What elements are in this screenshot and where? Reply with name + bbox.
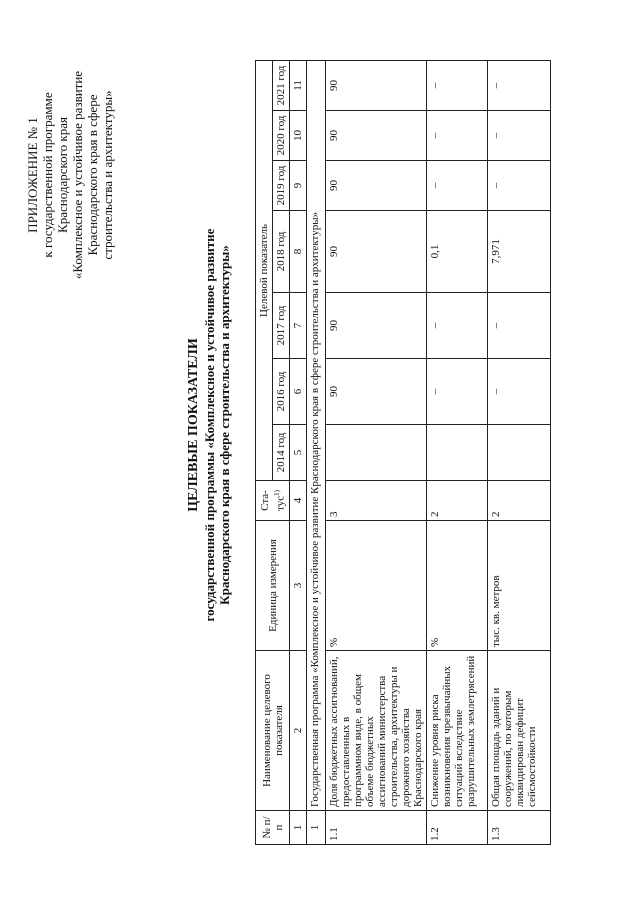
header-year: 2018 год [273,211,290,293]
appendix-line: ПРИЛОЖЕНИЕ № 1 [25,117,40,233]
row-value: 7,971 [488,211,551,293]
row-num: 1.3 [488,811,551,845]
row-value: – [488,111,551,161]
table-row [427,60,488,844]
column-number: 1 [290,811,307,845]
header-status-text: Ста-тус [258,490,287,511]
row-name: Общая площадь зданий и сооружений, по которым ликвидирован дефицит сейсмостойкости [488,651,551,811]
header-year: 2021 год [273,60,290,110]
column-number-row [290,60,307,844]
column-number: 3 [290,521,307,651]
appendix-line: строительства и архитектуры» [100,90,115,260]
page-title: ЦЕЛЕВЫЕ ПОКАЗАТЕЛИ [186,338,201,512]
row-num: 1.2 [427,811,488,845]
column-number: 10 [290,111,307,161]
row-value [326,425,427,481]
header-target-group: Целевой показатель [256,60,273,480]
header-num: № п/п [256,811,290,845]
column-number: 6 [290,359,307,425]
row-value: 90 [326,60,427,110]
header-year: 2016 год [273,359,290,425]
header-year: 2014 год [273,425,290,481]
header-year: 2020 год [273,111,290,161]
table-row [326,60,427,844]
column-number: 9 [290,161,307,211]
appendix-line: «Комплексное и устойчивое развитие [70,70,85,280]
row-value [488,425,551,481]
row-value: – [488,161,551,211]
row-value: – [427,111,488,161]
row-value: – [427,60,488,110]
row-value: 90 [326,359,427,425]
column-number: 5 [290,425,307,481]
title-line-2: государственной программы «Комплексное и устойчивое развитие [202,228,217,622]
row-status: 3 [326,481,427,521]
title-line-3: Краснодарского края в сфере строительства и архитектуры» [217,245,232,605]
row-unit: % [427,521,488,651]
row-value: – [427,161,488,211]
appendix-line: Краснодарского края в сфере [85,94,100,256]
row-num: 1.1 [326,811,427,845]
indicators-table [255,60,551,845]
row-value: 90 [326,211,427,293]
header-unit: Единица измерения [256,521,290,651]
header-row [256,60,273,844]
program-title: Государственная программа «Комплексное и устойчивое развитие Краснодарского края в сфере строительства и архитектуры» [307,60,326,810]
header-name: Наименование целевого показателя [256,651,290,811]
row-status: 2 [427,481,488,521]
row-value: 90 [326,111,427,161]
row-value: 90 [326,161,427,211]
table-row [488,60,551,844]
column-number: 11 [290,60,307,110]
row-status: 2 [488,481,551,521]
appendix-line: Краснодарского края [55,117,70,233]
row-unit: % [326,521,427,651]
row-value: – [488,359,551,425]
row-value: – [427,293,488,359]
header-status [256,481,290,521]
column-number: 8 [290,211,307,293]
appendix-block [25,15,115,335]
row-value: 90 [326,293,427,359]
appendix-line: к государственной программе [40,92,55,258]
row-name: Доля бюджетных ассигнований, предоставленных в программном виде, в общем объеме бюджетных ассигнований министерства строительства, архитектуры и дорожного хозяйства Краснодарского края [326,651,427,811]
program-row [307,60,326,844]
row-value [427,425,488,481]
header-year: 2019 год [273,161,290,211]
title-block [186,155,232,695]
row-value: – [488,293,551,359]
row-value: 0,1 [427,211,488,293]
row-unit: тыс. кв. метров [488,521,551,651]
row-value: – [488,60,551,110]
row-value: – [427,359,488,425]
column-number: 2 [290,651,307,811]
program-num: 1 [307,811,326,845]
header-status-footnote: 1) [272,490,281,496]
column-number: 7 [290,293,307,359]
column-number: 4 [290,481,307,521]
row-name: Снижение уровня риска возникновения чрезвычайных ситуаций вследствие разрушительных землетрясений [427,651,488,811]
header-year: 2017 год [273,293,290,359]
